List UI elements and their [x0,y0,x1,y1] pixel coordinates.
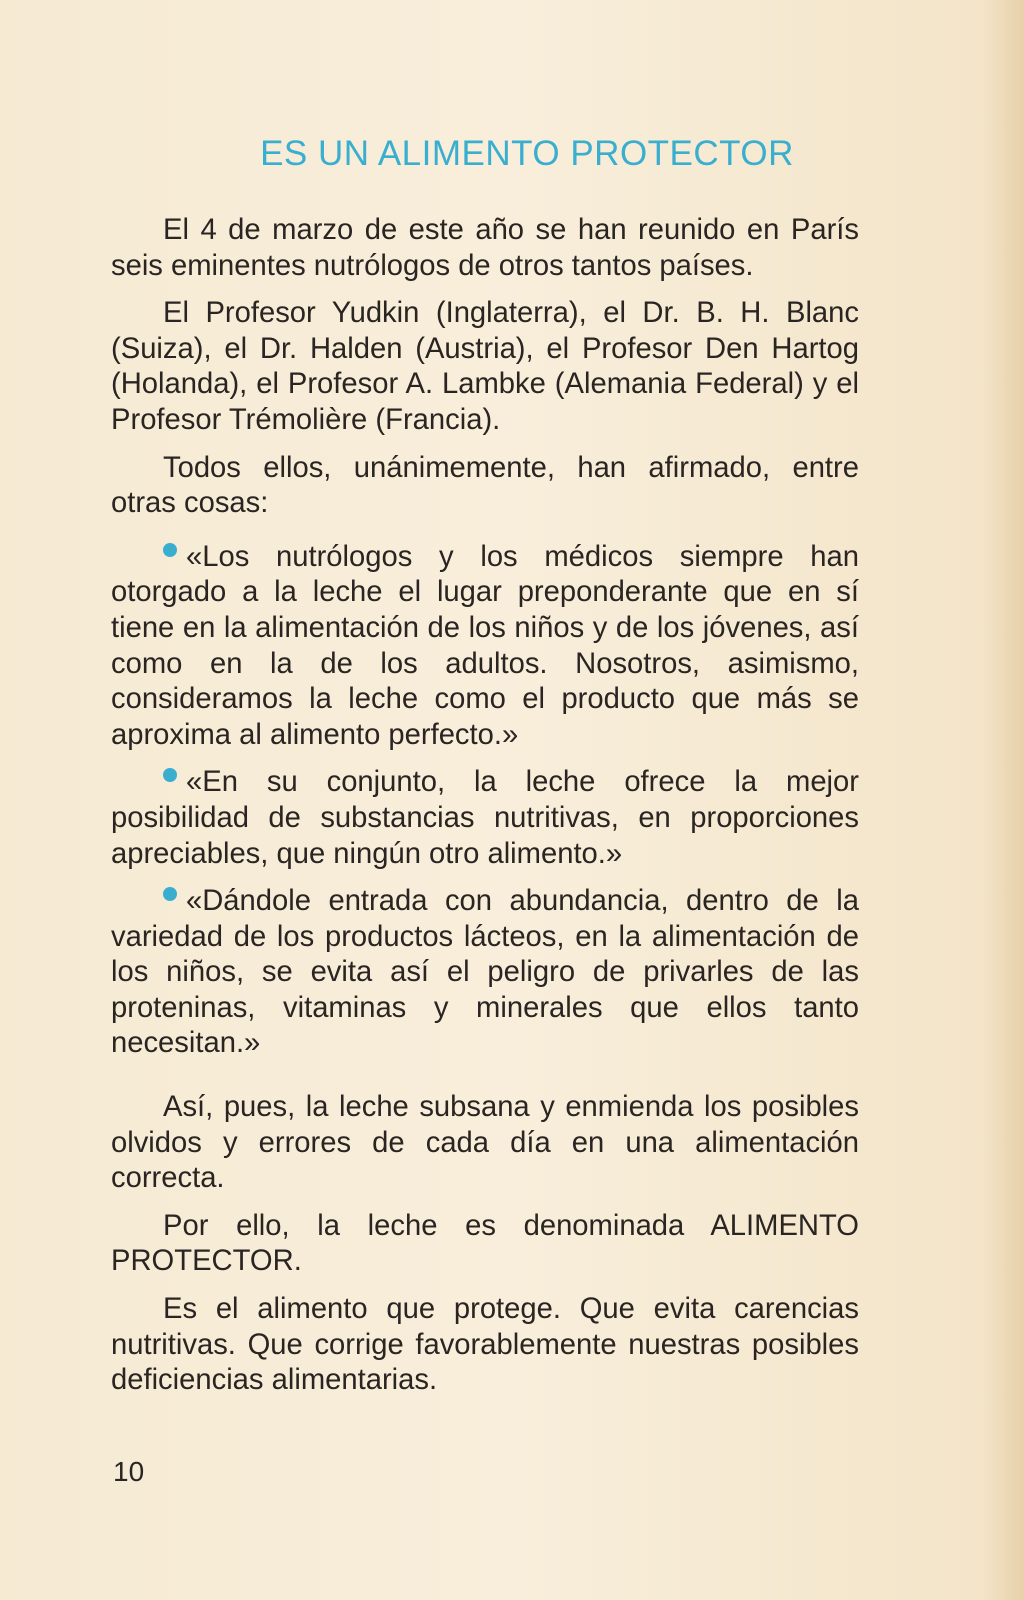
quote-text: «En su conjunto, la leche ofrece la mejor posibilidad de substancias nutritivas, en proporciones apreciables, que ningún otro alimento.» [111,766,859,870]
paragraph-affirmation: Todos ellos, unánimemente, han afirmado, entre otras cosas: [111,451,859,520]
bullet-dot-icon [163,887,177,901]
page-title: ES UN ALIMENTO PROTECTOR [260,134,794,173]
paragraph-meeting: El 4 de marzo de este año se han reunido en París seis eminentes nutrólogos de otros tantos países. [111,214,859,282]
quote-item [111,884,859,1062]
bullet-dot-icon [163,768,177,782]
paragraph-protection: Es el alimento que protege. Que evita carencias nutritivas. Que corrige favorablemente nuestras posibles deficiencias alimentarias. [111,1293,859,1397]
bullet-dot-icon [163,543,177,557]
page-edge-shading [982,0,1024,1600]
quote-item [111,540,859,754]
quote-text: «Dándole entrada con abundancia, dentro de la variedad de los productos lácteos, en la alimentación de los niños, se evita así el peligro de privarles de las proteninas, vitaminas y minerales que ellos tanto necesitan.» [111,885,859,1060]
quote-text: «Los nutrólogos y los médicos siempre han otorgado a la leche el lugar preponderante que en sí tiene en la alimentación de los niños y de los jóvenes, así como en la de los adultos. Nosotros, asimismo, consideramos la leche como el producto que más se aproxima al alimento perfecto.» [111,540,859,751]
paragraph-conclusion: Así, pues, la leche subsana y enmienda los posibles olvidos y errores de cada día en una alimentación correcta. [111,1091,859,1195]
paragraph-professors: El Profesor Yudkin (Inglaterra), el Dr. B. H. Blanc (Suiza), el Dr. Halden (Austria), el Profesor Den Hartog (Holanda), el Profesor A. Lambke (Alemania Federal) y el Profesor Trémolière (Francia). [111,297,859,436]
body-text [111,213,859,1411]
quote-item [111,765,859,872]
page-number: 10 [113,1456,145,1487]
paragraph-denomination: Por ello, la leche es denominada ALIMENTO PROTECTOR. [111,1209,859,1278]
